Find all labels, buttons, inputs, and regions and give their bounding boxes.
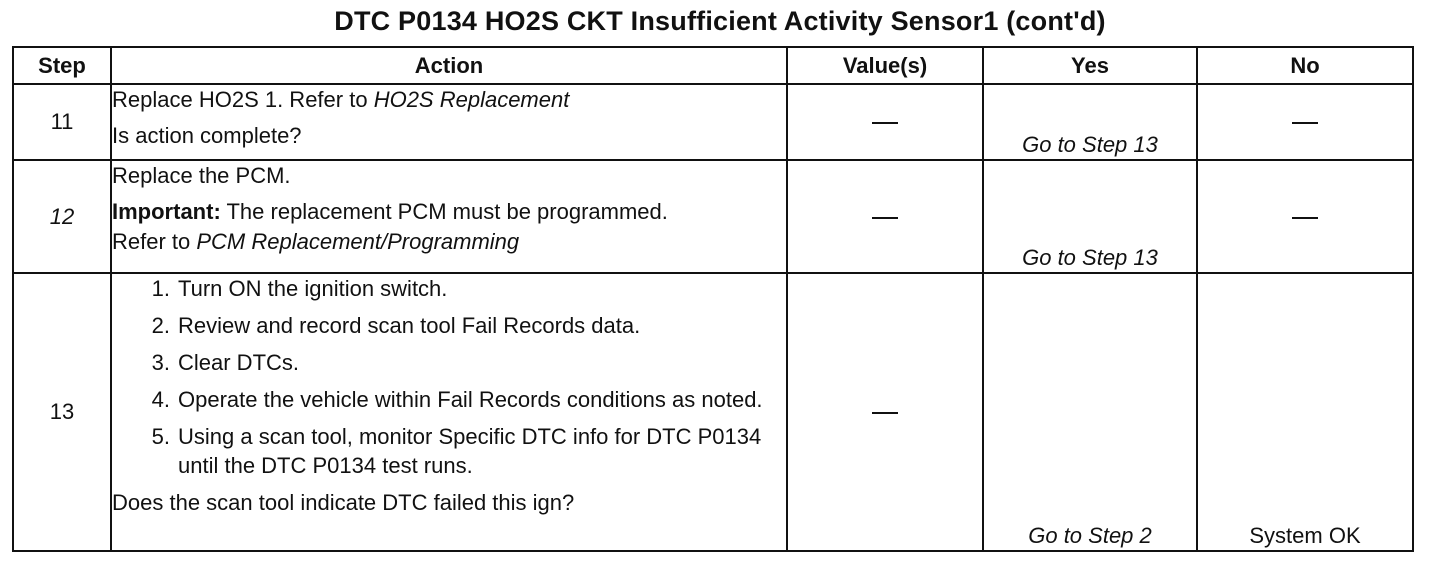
list-item-number: 5. (151, 424, 170, 449)
step-number: 13 (13, 273, 111, 551)
table-row (13, 84, 1413, 160)
value-dash (872, 217, 898, 219)
header-values: Value(s) (787, 47, 983, 84)
header-yes: Yes (983, 47, 1197, 84)
procedure-reference: HO2S Replacement (373, 87, 570, 112)
action-question: Is action complete? (112, 123, 302, 148)
value-cell (787, 160, 983, 273)
list-item-text: Turn ON the ignition switch. (178, 276, 448, 301)
table-row (13, 160, 1413, 273)
value-dash (872, 122, 898, 124)
no-dash (1292, 217, 1318, 219)
no-cell (1197, 84, 1413, 160)
yes-cell: Go to Step 13 (983, 84, 1197, 160)
procedure-steps (112, 274, 786, 480)
action-text (112, 85, 786, 115)
list-item (140, 311, 786, 340)
important-note (112, 197, 786, 227)
no-cell: System OK (1197, 273, 1413, 551)
table-row (13, 273, 1413, 551)
action-question: Does the scan tool indicate DTC failed this ign? (112, 490, 575, 515)
list-item-number: 1. (151, 276, 170, 301)
list-item-number: 3. (151, 350, 170, 375)
no-dash (1292, 122, 1318, 124)
list-item (140, 422, 786, 480)
yes-cell: Go to Step 2 (983, 273, 1197, 551)
header-action: Action (111, 47, 787, 84)
refer-line (112, 227, 786, 257)
list-item-text: Review and record scan tool Fail Records data. (178, 313, 641, 338)
list-item-text: Clear DTCs. (178, 350, 300, 375)
value-cell (787, 273, 983, 551)
important-text: The replacement PCM must be programmed. (220, 199, 668, 224)
header-step: Step (13, 47, 111, 84)
action-instruction: Replace HO2S 1. Refer to (112, 87, 374, 112)
page-title: DTC P0134 HO2S CKT Insufficient Activity Sensor1 (cont'd) (334, 6, 1106, 36)
value-cell (787, 84, 983, 160)
list-item (140, 274, 786, 303)
action-text: Replace the PCM. (112, 163, 291, 188)
step-number-text: 12 (49, 203, 75, 229)
header-no: No (1197, 47, 1413, 84)
list-item (140, 348, 786, 377)
step-number (13, 160, 111, 273)
list-item-number: 4. (151, 387, 170, 412)
action-cell (111, 160, 787, 273)
list-item-text: Operate the vehicle within Fail Records conditions as noted. (178, 387, 763, 412)
diagnostic-table (12, 46, 1414, 552)
table-header-row (13, 47, 1413, 84)
action-cell (111, 84, 787, 160)
no-cell (1197, 160, 1413, 273)
important-label: Important: (112, 199, 221, 224)
step-number: 11 (13, 84, 111, 160)
yes-cell: Go to Step 13 (983, 160, 1197, 273)
list-item-text: Using a scan tool, monitor Specific DTC info for DTC P0134 until the DTC P0134 test runs. (178, 424, 762, 478)
refer-prefix: Refer to (112, 229, 197, 254)
value-dash (872, 412, 898, 414)
list-item (140, 385, 786, 414)
procedure-reference: PCM Replacement/Programming (196, 229, 520, 254)
list-item-number: 2. (151, 313, 170, 338)
action-cell (111, 273, 787, 551)
